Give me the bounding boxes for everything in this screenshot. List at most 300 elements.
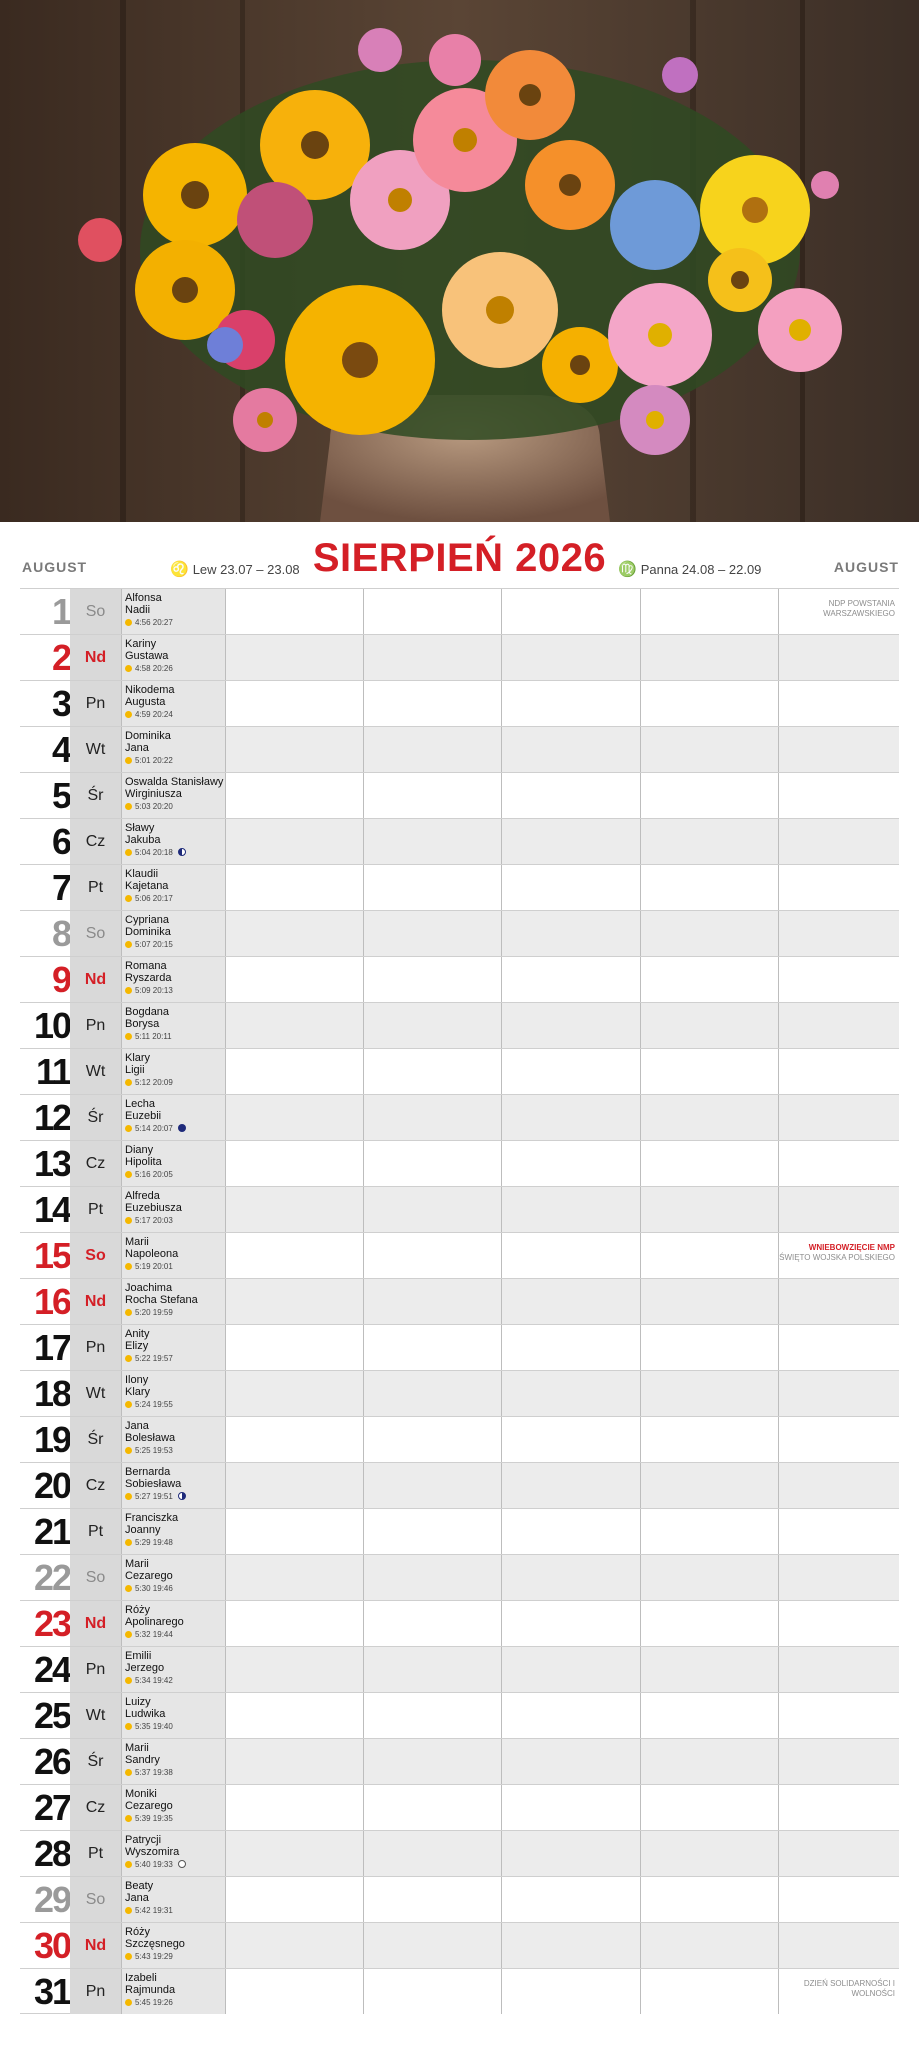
note-cell[interactable] xyxy=(501,1463,640,1508)
note-cell[interactable] xyxy=(640,1279,778,1324)
note-cell[interactable] xyxy=(363,1279,501,1324)
name-day-cell xyxy=(121,1601,225,1646)
note-cell[interactable] xyxy=(363,727,501,772)
name-day-2: Apolinarego xyxy=(125,1616,184,1628)
sunrise-sunset: 5:30 19:46 xyxy=(135,1584,173,1593)
weekday-label: Śr xyxy=(70,1417,121,1462)
holiday-cell[interactable] xyxy=(778,773,899,818)
note-cell[interactable] xyxy=(363,957,501,1002)
sunrise-sunset: 5:35 19:40 xyxy=(135,1722,173,1731)
holiday-cell[interactable] xyxy=(778,1877,899,1922)
note-cell[interactable] xyxy=(225,589,363,634)
sun-times xyxy=(125,709,225,720)
note-cell[interactable] xyxy=(640,1739,778,1784)
note-cell[interactable] xyxy=(225,1095,363,1140)
note-cell[interactable] xyxy=(225,1969,363,2014)
day-row xyxy=(20,1876,899,1922)
sun-times xyxy=(125,1215,225,1226)
note-cell[interactable] xyxy=(640,635,778,680)
day-number: 6 xyxy=(51,821,70,862)
note-cell[interactable] xyxy=(225,865,363,910)
name-day-1: Kariny xyxy=(125,638,157,650)
holiday-cell[interactable] xyxy=(778,1923,899,1968)
note-cell[interactable] xyxy=(640,1693,778,1738)
note-cell[interactable] xyxy=(501,1739,640,1784)
name-day-cell xyxy=(121,819,225,864)
sunrise-sunset: 5:25 19:53 xyxy=(135,1446,173,1455)
sun-times xyxy=(125,663,225,674)
note-cell[interactable] xyxy=(640,911,778,956)
name-day-2: Euzebiusza xyxy=(125,1202,182,1214)
note-cell[interactable] xyxy=(501,1647,640,1692)
weekday-label: Pn xyxy=(70,1969,121,2014)
note-cell[interactable] xyxy=(501,1555,640,1600)
note-cell[interactable] xyxy=(225,635,363,680)
name-day-cell xyxy=(121,1785,225,1830)
note-cell[interactable] xyxy=(640,1141,778,1186)
name-day-2: Sobiesława xyxy=(125,1478,182,1490)
note-cell[interactable] xyxy=(225,773,363,818)
sun-icon xyxy=(125,1401,132,1408)
day-row xyxy=(20,1692,899,1738)
note-cell[interactable] xyxy=(363,1601,501,1646)
weekday-label: Nd xyxy=(70,1601,121,1646)
holiday-cell[interactable] xyxy=(778,819,899,864)
name-day-2: Gustawa xyxy=(125,650,169,662)
sun-icon xyxy=(125,1309,132,1316)
note-cell[interactable] xyxy=(363,1555,501,1600)
name-day-2: Ligii xyxy=(125,1064,145,1076)
name-day-2: Dominika xyxy=(125,926,171,938)
name-day-1: Róży xyxy=(125,1604,151,1616)
holiday-cell[interactable] xyxy=(778,1141,899,1186)
day-row xyxy=(20,1048,899,1094)
note-cell[interactable] xyxy=(501,1279,640,1324)
name-day-1: Franciszka xyxy=(125,1512,179,1524)
weekday-label: Pt xyxy=(70,1831,121,1876)
day-number: 28 xyxy=(33,1833,70,1874)
sunrise-sunset: 5:07 20:15 xyxy=(135,940,173,949)
name-day-cell xyxy=(121,1693,225,1738)
holiday-cell[interactable] xyxy=(778,1739,899,1784)
note-cell[interactable] xyxy=(501,635,640,680)
note-cell[interactable] xyxy=(225,727,363,772)
day-number: 21 xyxy=(33,1511,70,1552)
name-day-2: Borysa xyxy=(125,1018,160,1030)
note-cell[interactable] xyxy=(640,1003,778,1048)
day-number: 26 xyxy=(33,1741,70,1782)
holiday-cell[interactable] xyxy=(778,865,899,910)
sun-times xyxy=(125,893,225,904)
name-day-1: Alfreda xyxy=(125,1190,160,1202)
day-row xyxy=(20,1278,899,1324)
note-cell[interactable] xyxy=(363,1647,501,1692)
note-cell[interactable] xyxy=(501,1233,640,1278)
note-cell[interactable] xyxy=(501,727,640,772)
sun-times xyxy=(125,1537,225,1548)
name-day-2: Ludwika xyxy=(125,1708,166,1720)
weekday-label: Śr xyxy=(70,1095,121,1140)
day-row xyxy=(20,1186,899,1232)
holiday-cell[interactable] xyxy=(778,1785,899,1830)
note-cell[interactable] xyxy=(640,1233,778,1278)
weekday-label: Pn xyxy=(70,1003,121,1048)
name-day-1: Jana xyxy=(125,1420,149,1432)
moon-phase-icon xyxy=(178,1124,186,1132)
holiday-cell[interactable] xyxy=(778,1003,899,1048)
name-day-2: Klary xyxy=(125,1386,151,1398)
weekday-label: Nd xyxy=(70,1923,121,1968)
note-cell[interactable] xyxy=(363,1877,501,1922)
note-cell[interactable] xyxy=(640,1647,778,1692)
day-row xyxy=(20,1324,899,1370)
day-number: 5 xyxy=(51,775,70,816)
note-cell[interactable] xyxy=(640,773,778,818)
note-cell[interactable] xyxy=(225,1831,363,1876)
holiday-cell[interactable] xyxy=(778,1693,899,1738)
day-row xyxy=(20,1462,899,1508)
holiday-cell[interactable] xyxy=(778,1463,899,1508)
calendar-grid xyxy=(20,588,899,2014)
name-day-1: Bogdana xyxy=(125,1006,170,1018)
note-cell[interactable] xyxy=(363,1141,501,1186)
sun-icon xyxy=(125,1355,132,1362)
holiday-text xyxy=(779,599,895,619)
sunrise-sunset: 4:56 20:27 xyxy=(135,618,173,627)
sun-icon xyxy=(125,1171,132,1178)
name-day-cell xyxy=(121,1003,225,1048)
name-day-2: Bolesława xyxy=(125,1432,176,1444)
note-cell[interactable] xyxy=(363,1417,501,1462)
note-cell[interactable] xyxy=(501,1601,640,1646)
holiday-cell[interactable] xyxy=(778,911,899,956)
note-cell[interactable] xyxy=(640,1831,778,1876)
note-cell[interactable] xyxy=(363,1509,501,1554)
name-day-1: Sławy xyxy=(125,822,155,834)
weekday-label: Pn xyxy=(70,1325,121,1370)
sun-icon xyxy=(125,1447,132,1454)
moon-phase-icon xyxy=(178,848,186,856)
sunrise-sunset: 5:20 19:59 xyxy=(135,1308,173,1317)
sun-times xyxy=(125,801,225,812)
note-cell[interactable] xyxy=(363,1003,501,1048)
day-row xyxy=(20,864,899,910)
note-cell[interactable] xyxy=(501,1923,640,1968)
note-cell[interactable] xyxy=(501,819,640,864)
sun-icon xyxy=(125,1953,132,1960)
name-day-1: Dominika xyxy=(125,730,171,742)
note-cell[interactable] xyxy=(363,1325,501,1370)
note-cell[interactable] xyxy=(363,635,501,680)
note-cell[interactable] xyxy=(225,1003,363,1048)
holiday-cell[interactable] xyxy=(778,1095,899,1140)
leo-icon: ♌ xyxy=(170,561,189,578)
note-cell[interactable] xyxy=(225,1509,363,1554)
weekday-label: Cz xyxy=(70,1463,121,1508)
name-day-cell xyxy=(121,1647,225,1692)
header-right-label: AUGUST xyxy=(833,559,899,575)
holiday-cell[interactable] xyxy=(778,727,899,772)
sun-times xyxy=(125,1583,225,1594)
note-cell[interactable] xyxy=(501,911,640,956)
note-cell[interactable] xyxy=(501,1325,640,1370)
sun-icon xyxy=(125,1493,132,1500)
sun-icon xyxy=(125,1125,132,1132)
note-cell[interactable] xyxy=(501,1969,640,2014)
sunrise-sunset: 5:43 19:29 xyxy=(135,1952,173,1961)
note-cell[interactable] xyxy=(501,589,640,634)
sun-icon xyxy=(125,1815,132,1822)
note-cell[interactable] xyxy=(640,681,778,726)
note-cell[interactable] xyxy=(640,727,778,772)
note-cell[interactable] xyxy=(363,1049,501,1094)
holiday-cell[interactable] xyxy=(778,1325,899,1370)
note-cell[interactable] xyxy=(501,865,640,910)
sun-icon xyxy=(125,1585,132,1592)
day-row xyxy=(20,910,899,956)
name-day-1: Lecha xyxy=(125,1098,155,1110)
day-row xyxy=(20,1554,899,1600)
holiday-cell[interactable] xyxy=(778,1969,899,2014)
name-day-1: Marii xyxy=(125,1236,149,1248)
note-cell[interactable] xyxy=(363,1463,501,1508)
holiday-cell[interactable] xyxy=(778,1371,899,1416)
note-cell[interactable] xyxy=(363,773,501,818)
holiday-cell[interactable] xyxy=(778,1417,899,1462)
name-day-2: Euzebii xyxy=(125,1110,162,1122)
sunrise-sunset: 5:40 19:33 xyxy=(135,1860,173,1869)
holiday-cell[interactable] xyxy=(778,1509,899,1554)
note-cell[interactable] xyxy=(225,1463,363,1508)
note-cell[interactable] xyxy=(225,819,363,864)
note-cell[interactable] xyxy=(363,911,501,956)
note-cell[interactable] xyxy=(501,1509,640,1554)
sun-times xyxy=(125,1675,225,1686)
virgo-icon: ♍ xyxy=(618,561,637,578)
note-cell[interactable] xyxy=(640,1785,778,1830)
weekday-label: Wt xyxy=(70,727,121,772)
sunrise-sunset: 5:24 19:55 xyxy=(135,1400,173,1409)
day-number: 19 xyxy=(33,1419,70,1460)
note-cell[interactable] xyxy=(363,1739,501,1784)
zodiac-leo-text: Lew 23.07 – 23.08 xyxy=(192,562,300,577)
weekday-label: Wt xyxy=(70,1371,121,1416)
sun-times xyxy=(125,1031,225,1042)
note-cell[interactable] xyxy=(501,1417,640,1462)
note-cell[interactable] xyxy=(640,1555,778,1600)
name-day-2: Rocha Stefana xyxy=(125,1294,198,1306)
note-cell[interactable] xyxy=(225,1279,363,1324)
note-cell[interactable] xyxy=(225,1141,363,1186)
name-day-2: Rajmunda xyxy=(125,1984,176,1996)
sun-icon xyxy=(125,1217,132,1224)
day-number: 29 xyxy=(33,1879,70,1920)
note-cell[interactable] xyxy=(501,1831,640,1876)
note-cell[interactable] xyxy=(501,1693,640,1738)
note-cell[interactable] xyxy=(640,1371,778,1416)
note-cell[interactable] xyxy=(363,1095,501,1140)
note-cell[interactable] xyxy=(225,1049,363,1094)
name-day-cell xyxy=(121,1509,225,1554)
name-day-cell xyxy=(121,1371,225,1416)
note-cell[interactable] xyxy=(501,1785,640,1830)
note-cell[interactable] xyxy=(640,1463,778,1508)
note-cell[interactable] xyxy=(225,1187,363,1232)
zodiac-virgo xyxy=(618,560,761,578)
day-row xyxy=(20,818,899,864)
day-number: 30 xyxy=(33,1925,70,1966)
note-cell[interactable] xyxy=(225,1417,363,1462)
day-number: 8 xyxy=(51,913,70,954)
note-cell[interactable] xyxy=(363,1187,501,1232)
note-cell[interactable] xyxy=(501,1141,640,1186)
note-cell[interactable] xyxy=(501,957,640,1002)
note-cell[interactable] xyxy=(225,1739,363,1784)
note-cell[interactable] xyxy=(640,1417,778,1462)
note-cell[interactable] xyxy=(640,865,778,910)
sun-times xyxy=(125,617,225,628)
note-cell[interactable] xyxy=(640,589,778,634)
note-cell[interactable] xyxy=(501,1003,640,1048)
weekday-label: Cz xyxy=(70,1785,121,1830)
note-cell[interactable] xyxy=(225,911,363,956)
name-day-1: Anity xyxy=(125,1328,150,1340)
holiday-cell[interactable] xyxy=(778,635,899,680)
note-cell[interactable] xyxy=(501,681,640,726)
name-day-cell xyxy=(121,1233,225,1278)
note-cell[interactable] xyxy=(640,957,778,1002)
holiday-cell[interactable] xyxy=(778,1831,899,1876)
name-day-1: Róży xyxy=(125,1926,151,1938)
day-row xyxy=(20,726,899,772)
note-cell[interactable] xyxy=(363,1969,501,2014)
day-number: 1 xyxy=(51,591,70,632)
note-cell[interactable] xyxy=(363,1831,501,1876)
name-day-1: Klary xyxy=(125,1052,151,1064)
note-cell[interactable] xyxy=(501,1187,640,1232)
holiday-cell[interactable] xyxy=(778,1049,899,1094)
note-cell[interactable] xyxy=(640,1187,778,1232)
note-cell[interactable] xyxy=(640,1969,778,2014)
note-cell[interactable] xyxy=(640,1923,778,1968)
name-day-1: Alfonsa xyxy=(125,592,162,604)
note-cell[interactable] xyxy=(640,1601,778,1646)
note-cell[interactable] xyxy=(501,1049,640,1094)
flower-photo xyxy=(0,0,919,522)
note-cell[interactable] xyxy=(363,865,501,910)
holiday-cell[interactable] xyxy=(778,1187,899,1232)
holiday-cell[interactable] xyxy=(778,1279,899,1324)
name-day-2: Cezarego xyxy=(125,1800,173,1812)
note-cell[interactable] xyxy=(225,1877,363,1922)
sunrise-sunset: 5:37 19:38 xyxy=(135,1768,173,1777)
day-number: 9 xyxy=(51,959,70,1000)
sunrise-sunset: 5:45 19:26 xyxy=(135,1998,173,2007)
note-cell[interactable] xyxy=(640,1509,778,1554)
day-number: 31 xyxy=(33,1971,70,2012)
day-row xyxy=(20,680,899,726)
name-day-cell xyxy=(121,1279,225,1324)
note-cell[interactable] xyxy=(363,1785,501,1830)
name-day-2: Wyszomira xyxy=(125,1846,180,1858)
holiday-cell[interactable] xyxy=(778,589,899,634)
weekday-label: Nd xyxy=(70,635,121,680)
day-number: 22 xyxy=(33,1557,70,1598)
day-row xyxy=(20,956,899,1002)
note-cell[interactable] xyxy=(640,819,778,864)
name-day-cell xyxy=(121,1831,225,1876)
note-cell[interactable] xyxy=(640,1877,778,1922)
note-cell[interactable] xyxy=(640,1325,778,1370)
note-cell[interactable] xyxy=(501,1877,640,1922)
note-cell[interactable] xyxy=(225,1647,363,1692)
holiday-cell[interactable] xyxy=(778,957,899,1002)
note-cell[interactable] xyxy=(640,1049,778,1094)
note-cell[interactable] xyxy=(363,1371,501,1416)
note-cell[interactable] xyxy=(501,1095,640,1140)
note-cell[interactable] xyxy=(501,1371,640,1416)
name-day-1: Emilii xyxy=(125,1650,152,1662)
name-day-1: Joachima xyxy=(125,1282,173,1294)
sun-icon xyxy=(125,619,132,626)
sunrise-sunset: 5:14 20:07 xyxy=(135,1124,173,1133)
sun-times xyxy=(125,1721,225,1732)
holiday-cell[interactable] xyxy=(778,1601,899,1646)
note-cell[interactable] xyxy=(225,1601,363,1646)
weekday-label: Pt xyxy=(70,865,121,910)
sunrise-sunset: 5:04 20:18 xyxy=(135,848,173,857)
sun-icon xyxy=(125,1539,132,1546)
holiday-cell[interactable] xyxy=(778,1233,899,1278)
weekday-label: Wt xyxy=(70,1049,121,1094)
note-cell[interactable] xyxy=(363,681,501,726)
note-cell[interactable] xyxy=(225,1785,363,1830)
note-cell[interactable] xyxy=(363,1233,501,1278)
name-day-1: Izabeli xyxy=(125,1972,157,1984)
note-cell[interactable] xyxy=(225,957,363,1002)
note-cell[interactable] xyxy=(640,1095,778,1140)
day-number: 24 xyxy=(33,1649,70,1690)
note-cell[interactable] xyxy=(225,681,363,726)
note-cell[interactable] xyxy=(225,1233,363,1278)
note-cell[interactable] xyxy=(225,1371,363,1416)
name-day-cell xyxy=(121,1739,225,1784)
note-cell[interactable] xyxy=(225,1693,363,1738)
sun-icon xyxy=(125,711,132,718)
sun-times xyxy=(125,1859,225,1870)
sunrise-sunset: 5:16 20:05 xyxy=(135,1170,173,1179)
holiday-cell[interactable] xyxy=(778,1647,899,1692)
name-day-1: Ilony xyxy=(125,1374,149,1386)
name-day-cell xyxy=(121,1463,225,1508)
holiday-cell[interactable] xyxy=(778,681,899,726)
day-row xyxy=(20,588,899,634)
sun-icon xyxy=(125,1907,132,1914)
note-cell[interactable] xyxy=(225,1923,363,1968)
sun-times xyxy=(125,1169,225,1180)
name-day-1: Bernarda xyxy=(125,1466,171,1478)
note-cell[interactable] xyxy=(363,1693,501,1738)
note-cell[interactable] xyxy=(363,819,501,864)
name-day-cell xyxy=(121,1095,225,1140)
holiday-cell[interactable] xyxy=(778,1555,899,1600)
note-cell[interactable] xyxy=(363,1923,501,1968)
note-cell[interactable] xyxy=(225,1555,363,1600)
name-day-1: Marii xyxy=(125,1558,149,1570)
note-cell[interactable] xyxy=(501,773,640,818)
note-cell[interactable] xyxy=(363,589,501,634)
note-cell[interactable] xyxy=(225,1325,363,1370)
